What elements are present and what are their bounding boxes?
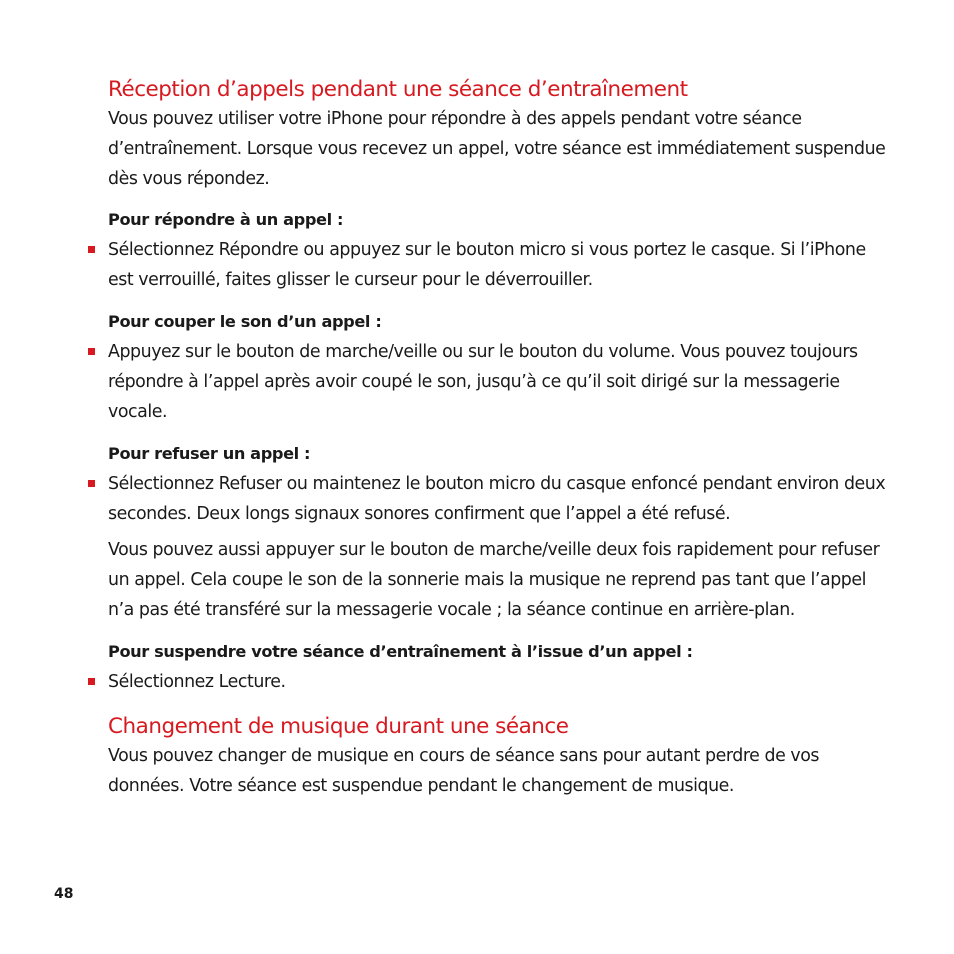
bullet-item-answer <box>108 235 888 295</box>
bullet-item-decline <box>108 469 888 529</box>
bullet-text: Sélectionnez Répondre ou appuyez sur le bouton micro si vous portez le casque. Si l’iPhone est verrouillé, faites glisser le curseur pour le déverrouiller. <box>108 240 866 290</box>
page-content <box>108 76 888 801</box>
section-heading-change-music: Changement de musique durant une séance <box>108 714 569 739</box>
task-title-decline: Pour refuser un appel : <box>108 444 311 463</box>
bullet-item-mute <box>108 337 888 427</box>
bullet-item-pause <box>108 667 888 697</box>
bullet-square-icon <box>88 480 95 487</box>
decline-extra-paragraph: Vous pouvez aussi appuyer sur le bouton de marche/veille deux fois rapidement pour refuser un appel. Cela coupe le son de la sonnerie mais la musique ne reprend pas tant que l’appel n’a pas été transféré sur la messagerie vocale ; la séance continue en arrière-plan. <box>108 540 880 620</box>
task-title-answer: Pour répondre à un appel : <box>108 210 344 229</box>
bullet-text: Appuyez sur le bouton de marche/veille ou sur le bouton du volume. Vous pouvez toujours répondre à l’appel après avoir coupé le son, jusqu’à ce qu’il soit dirigé sur la messagerie vocale. <box>108 342 858 422</box>
page-number: 48 <box>54 886 74 902</box>
section-intro: Vous pouvez utiliser votre iPhone pour répondre à des appels pendant votre séance d’entraînement. Lorsque vous recevez un appel, votre séance est immédiatement suspendue dès vous répondez. <box>108 109 886 189</box>
bullet-text: Sélectionnez Lecture. <box>108 672 286 692</box>
bullet-square-icon <box>88 246 95 253</box>
bullet-square-icon <box>88 678 95 685</box>
bullet-square-icon <box>88 348 95 355</box>
task-title-pause: Pour suspendre votre séance d’entraînement à l’issue d’un appel : <box>108 642 693 661</box>
task-title-mute: Pour couper le son d’un appel : <box>108 312 382 331</box>
section-heading-receiving-calls: Réception d’appels pendant une séance d’entraînement <box>108 77 688 102</box>
section-body: Vous pouvez changer de musique en cours de séance sans pour autant perdre de vos données. Votre séance est suspendue pendant le changement de musique. <box>108 746 820 796</box>
bullet-text: Sélectionnez Refuser ou maintenez le bouton micro du casque enfoncé pendant environ deux secondes. Deux longs signaux sonores confirment que l’appel a été refusé. <box>108 474 886 524</box>
